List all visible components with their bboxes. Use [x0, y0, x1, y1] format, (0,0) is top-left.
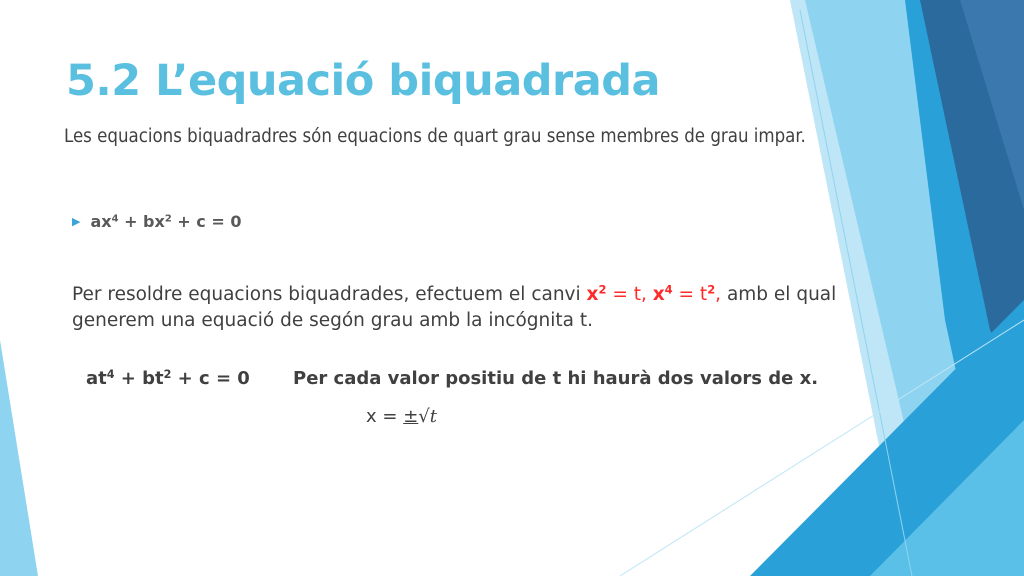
positive-t-note: Per cada valor positiu de t hi haurà dos valors de x. — [293, 368, 819, 389]
substitution-x4: $x^4 = t^2$, — [652, 282, 722, 305]
intro-text: Les equacions biquadradres són equacions de quart grau sense membres de grau impar. — [64, 126, 806, 147]
resolve-paragraph — [72, 282, 872, 334]
solution-formula: x = ±√t — [366, 406, 437, 427]
substitution-x2: $x^2 = t$, — [586, 282, 653, 305]
bullet-equation — [72, 212, 241, 231]
bullet-part: ax — [90, 212, 112, 231]
quadratic-in-t-equation: $at^4 + bt^2 + c = 0$ — [86, 367, 250, 389]
bullet-exponent: 2 — [164, 213, 172, 225]
bullet-arrow-icon: ▶ — [72, 215, 81, 228]
resolve-text-before: Per resoldre equacions biquadrades, efectuem el canvi — [72, 284, 587, 305]
sqrt-symbol: √ — [418, 406, 430, 427]
resolve-text-after: amb el qual generem una equació de segón grau amb la incógnita t. — [72, 284, 837, 331]
left-edge-shape — [0, 340, 38, 576]
variable-t: t — [429, 406, 437, 427]
bullet-exponent: 4 — [111, 213, 119, 225]
plus-minus-symbol: ± — [403, 406, 419, 427]
bullet-part: + c = 0 — [171, 212, 242, 231]
slide-title: 5.2 L’equació biquadrada — [66, 56, 661, 106]
bullet-part: + bx — [118, 212, 165, 231]
